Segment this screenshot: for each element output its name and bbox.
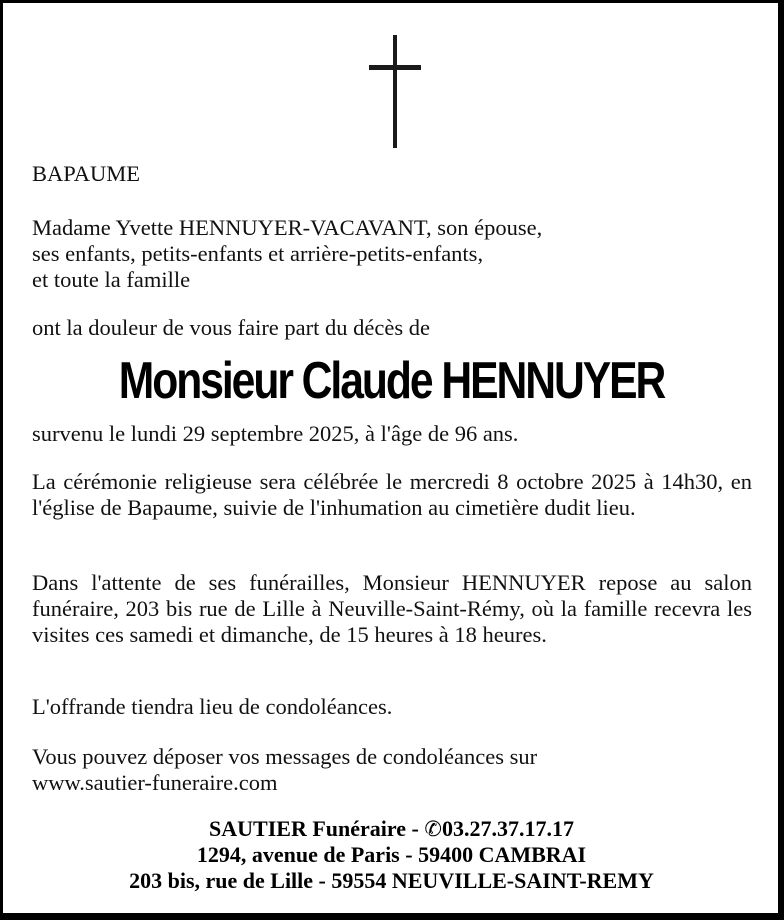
condolences-block xyxy=(32,744,752,796)
address-cambrai: 1294, avenue de Paris - 59400 CAMBRAI xyxy=(196,842,587,867)
funeral-home-footer xyxy=(3,816,780,894)
condolences-link[interactable]: www.sautier-funeraire.com xyxy=(32,770,278,795)
phone-number: 03.27.37.17.17 xyxy=(441,816,574,841)
ceremony-info: La cérémonie religieuse sera célébrée le mercredi 8 octobre 2025 à 14h30, en l'église de Bapaume, suivie de l'inhumation au cimetière dudit lieu. xyxy=(32,469,752,520)
offering-info: L'offrande tiendra lieu de condoléances. xyxy=(32,694,393,719)
cross-icon xyxy=(369,35,421,148)
company-name: SAUTIER Funéraire - xyxy=(209,816,425,841)
family-block xyxy=(32,215,752,293)
death-info: survenu le lundi 29 septembre 2025, à l'âge de 96 ans. xyxy=(32,421,519,446)
family-line: Madame Yvette HENNUYER-VACAVANT, son épouse, xyxy=(32,215,543,240)
company-line xyxy=(3,816,780,842)
phone-icon: ✆ xyxy=(424,817,442,841)
cross-vertical-bar xyxy=(393,35,397,148)
obituary-notice xyxy=(3,3,780,916)
announcement: ont la douleur de vous faire part du décès de xyxy=(32,315,430,340)
visitation-info: Dans l'attente de ses funérailles, Monsieur HENNUYER repose au salon funéraire, 203 bis rue de Lille à Neuville-Saint-Rémy, où la famille recevra les visites ces samedi et dimanche, de 15 heures à 18 heures. xyxy=(32,570,752,647)
family-line: ses enfants, petits-enfants et arrière-petits-enfants, xyxy=(32,241,484,266)
cross-horizontal-bar xyxy=(369,65,421,70)
family-line: et toute la famille xyxy=(32,267,191,292)
city: BAPAUME xyxy=(32,161,140,186)
deceased-name: Monsieur Claude HENNUYER xyxy=(118,352,665,410)
address-neuville: 203 bis, rue de Lille - 59554 NEUVILLE-SAINT-REMY xyxy=(129,868,654,893)
condolences-text: Vous pouvez déposer vos messages de condoléances sur xyxy=(32,744,538,769)
